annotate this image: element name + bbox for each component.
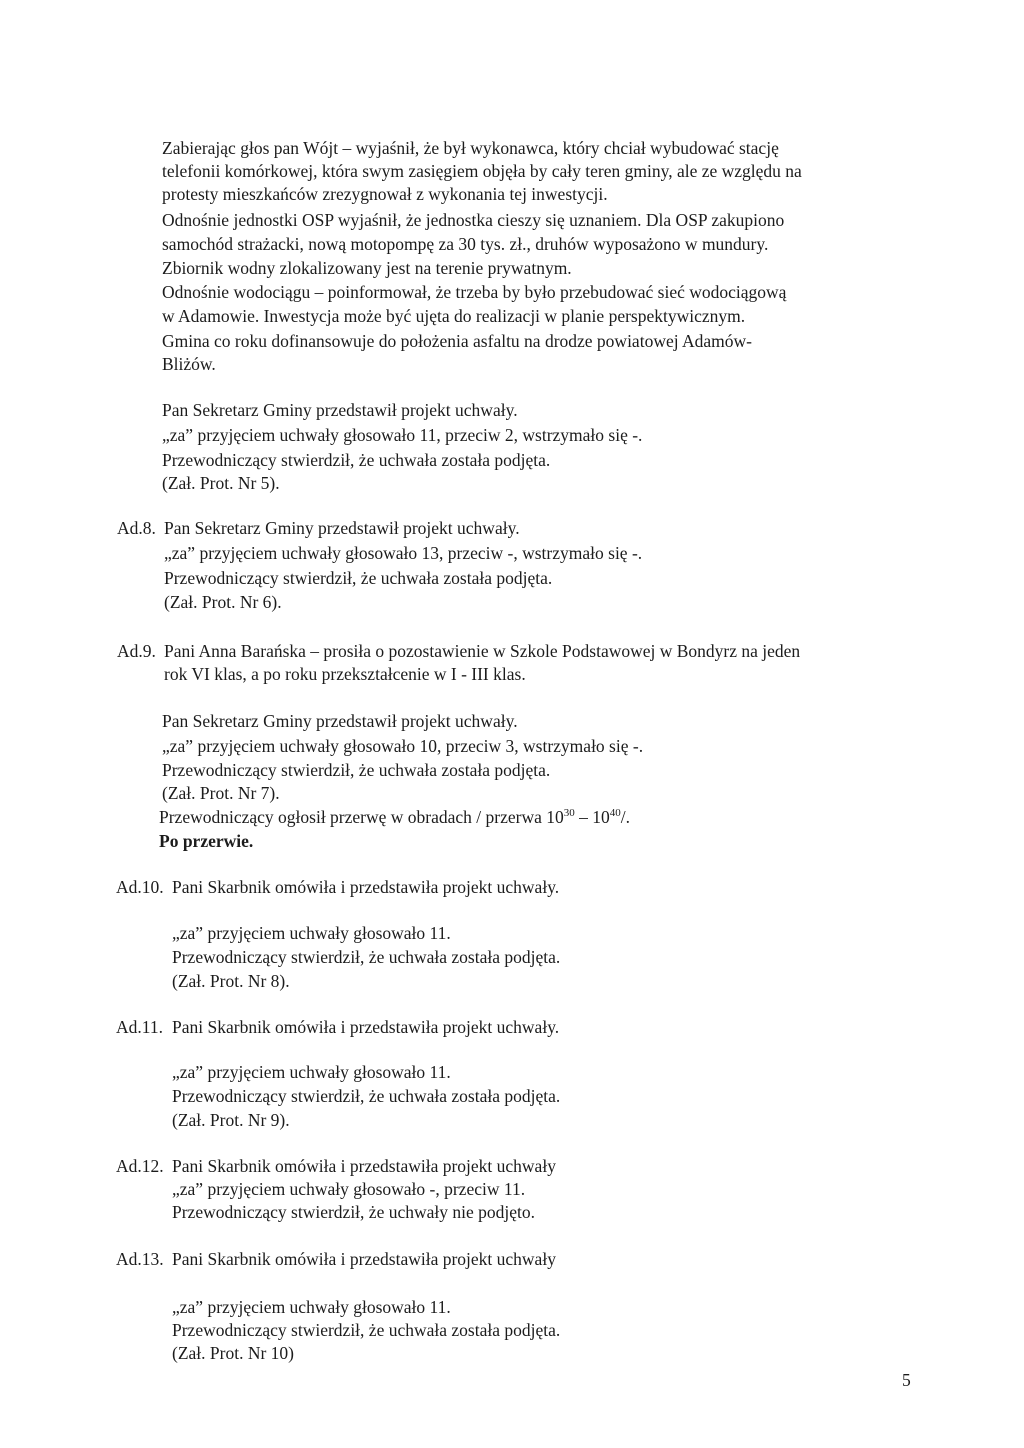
ad8-label: Ad.8. [117,518,156,538]
ad10-line: Przewodniczący stwierdził, że uchwała została podjęta. [172,947,561,967]
block1-line: „za” przyjęciem uchwały głosowało 11, przeciw 2, wstrzymało się -. [162,425,643,445]
ad10-line: Pani Skarbnik omówiła i przedstawiła projekt uchwały. [172,877,560,897]
ad11-line: „za” przyjęciem uchwały głosowało 11. [172,1062,451,1082]
intro-line: Bliżów. [162,354,216,374]
block2-line: (Zał. Prot. Nr 7). [162,783,280,803]
intro-line: Odnośnie jednostki OSP wyjaśnił, że jednostka cieszy się uznaniem. Dla OSP zakupiono [162,210,785,230]
ad11-line: Pani Skarbnik omówiła i przedstawiła projekt uchwały. [172,1017,560,1037]
ad12-line: „za” przyjęciem uchwały głosowało -, przeciw 11. [172,1179,526,1199]
intro-line: protesty mieszkańców zrezygnował z wykonania tej inwestycji. [162,184,608,204]
block2-line: „za” przyjęciem uchwały głosowało 10, przeciw 3, wstrzymało się -. [162,736,644,756]
ad11-line: Przewodniczący stwierdził, że uchwała została podjęta. [172,1086,561,1106]
intro-line: samochód strażacki, nową motopompę za 30 tys. zł., druhów wyposażono w mundury. [162,234,769,254]
intro-line: telefonii komórkowej, która swym zasięgiem objęła by cały teren gminy, ale ze względu na [162,161,802,181]
page-number: 5 [902,1370,911,1390]
block1-line: Przewodniczący stwierdził, że uchwała została podjęta. [162,450,551,470]
ad9-line: Pani Anna Barańska – prosiła o pozostawienie w Szkole Podstawowej w Bondyrz na jeden [164,641,801,661]
break-start-minutes: 30 [563,807,575,820]
block2-line: Pan Sekretarz Gminy przedstawił projekt uchwały. [162,711,518,731]
ad10-line: „za” przyjęciem uchwały głosowało 11. [172,923,451,943]
break-mid: – 10 [574,807,610,827]
ad13-line: „za” przyjęciem uchwały głosowało 11. [172,1297,451,1317]
ad9-label: Ad.9. [117,641,156,661]
ad13-line: (Zał. Prot. Nr 10) [172,1343,294,1363]
ad13-line: Pani Skarbnik omówiła i przedstawiła projekt uchwały [172,1249,556,1269]
intro-line: Gmina co roku dofinansowuje do położenia asfaltu na drodze powiatowej Adamów- [162,331,752,351]
ad13-label: Ad.13. [116,1249,164,1269]
block1-line: Pan Sekretarz Gminy przedstawił projekt uchwały. [162,400,518,420]
ad10-line: (Zał. Prot. Nr 8). [172,971,290,991]
ad9-line: rok VI klas, a po roku przekształcenie w I - III klas. [164,664,526,684]
intro-line: w Adamowie. Inwestycja może być ujęta do realizacji w planie perspektywicznym. [162,306,746,326]
break-prefix: Przewodniczący ogłosił przerwę w obradach / przerwa 10 [159,807,564,827]
ad12-label: Ad.12. [116,1156,164,1176]
ad8-line: Przewodniczący stwierdził, że uchwała została podjęta. [164,568,553,588]
ad11-label: Ad.11. [116,1017,163,1037]
block2-line: Przewodniczący stwierdził, że uchwała została podjęta. [162,760,551,780]
ad8-line: (Zał. Prot. Nr 6). [164,592,282,612]
intro-line: Zabierając głos pan Wójt – wyjaśnił, że był wykonawca, który chciał wybudować stację [162,138,779,158]
intro-line: Odnośnie wodociągu – poinformował, że trzeba by było przebudować sieć wodociągową [162,282,787,302]
ad10-label: Ad.10. [116,877,164,897]
after-break-heading: Po przerwie. [159,831,254,851]
break-line [159,806,630,828]
ad11-line: (Zał. Prot. Nr 9). [172,1110,290,1130]
ad12-line: Przewodniczący stwierdził, że uchwały nie podjęto. [172,1202,535,1222]
ad8-line: Pan Sekretarz Gminy przedstawił projekt uchwały. [164,518,520,538]
ad8-line: „za” przyjęciem uchwały głosowało 13, przeciw -, wstrzymało się -. [164,543,643,563]
ad13-line: Przewodniczący stwierdził, że uchwała została podjęta. [172,1320,561,1340]
break-end-minutes: 40 [609,807,621,820]
ad12-line: Pani Skarbnik omówiła i przedstawiła projekt uchwały [172,1156,556,1176]
break-suffix: /. [620,807,631,827]
block1-line: (Zał. Prot. Nr 5). [162,473,280,493]
intro-line: Zbiornik wodny zlokalizowany jest na terenie prywatnym. [162,258,572,278]
